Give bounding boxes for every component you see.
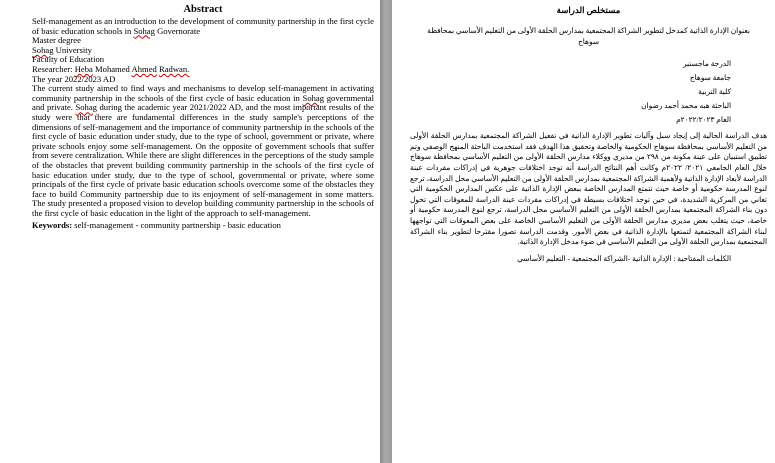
arabic-abstract-body: هدف الدراسة الحالية إلى إيجاد سبل وآليات تطوير الإدارة الذاتية في تفعيل الشراكة المجتمعية بمدارس الحلقة الأولى من التعليم الأساسي بمحافظة سوهاج الحكومية والخاصة وتحقيق هذا الهدف فقد استخدمت الباحثة المنهج الوصفي وتم تطبيق استبيان على عينة مكونة من ٢٩٨ من مديري ووكلاء مدارس الحلقة الأولى من التعليم الأساسي بمحافظة سوهاج خلال العام الجامعي ٢٠٢١/ ٢٠٢٢م وكانت أهم النتائج الدراسة أنه توجد اختلافات جوهرية في إدراكات مفردات عينة الدراسة لأبعاد الإدارة الذاتية ولأهمية الشراكة المجتمعية بمدارس الحلقة الأولى من التعليم الأساسي محل الدراسة، ترجع لنوع المدرسة حكومية أو خاصة حيث تتمتع المدارس الخاصة ببعض الإدارة الذاتية على عكس المدارس الحكومية التي تعاني من المركزية الشديدة، في حين توجد اختلافات بسيطة في إدراكات مفردات عينة الدراسة للمعوقات التي تحول دون بناء الشراكة المجتمعية بمدارس الحلقة الأولى من التعليم الأساسي محل الدراسة، ترجع لنوع المدرسة حكومية أو خاصة، حيث يتغلب بعض مديري مدارس الحلقة الأولى من التعليم الأساسي الخاصة على بعض المعوقات التي تواجهها لبناء الشراكة المجتمعية لتمتعها بالإدارة الذاتية في بعض الأمور. وقدمت الدراسة تصورا مقترحا لتطوير بناء الشراكة المجتمعية بمدارس الحلقة الأولى من التعليم الأساسي في ضوء مدخل الإدارة الذاتية. (410, 131, 768, 247)
arabic-university: جامعة سوهاج (689, 73, 731, 83)
arabic-abstract-page (392, 0, 775, 463)
text-run: Self-management as an introduction to the development of community partnership in the first cycle of basic education schools in (32, 16, 374, 36)
text-run: Faculty of Education (32, 54, 105, 65)
text-run: Governorate (154, 25, 201, 36)
english-line (32, 17, 374, 36)
text-run: Researcher: (32, 63, 75, 74)
spellcheck-word: Sohag (302, 92, 325, 103)
spellcheck-word: Radwan. (159, 63, 190, 74)
arabic-researcher: الباحثة هبه محمد أحمد رضوان (641, 101, 731, 111)
english-keywords (32, 221, 374, 231)
arabic-study-title: بعنوان الإدارة الذاتية كمدخل لتطوير الشراكة المجتمعية بمدارس الحلقة الأولى من التعليم الأساسي بمحافظة سوهاج (427, 26, 750, 46)
spellcheck-word: Sohag (75, 102, 97, 113)
page-gutter (380, 0, 392, 463)
arabic-faculty: كلية التربية (698, 87, 731, 97)
arabic-abstract-title: مستخلص الدراسة (556, 5, 621, 15)
text-run: during the academic year 2021/2022 AD, and the most important results of the study were that there are fundamental differences in the study sample's perceptions of the dimensions of self-management and the importance of community partnership in the schools of the first cycle of basic education under study, due to the type of school, government or private, where private schools enjoy some self-management. On the opposite of government schools that suffer from severe centralization. While there are slight differences in the perceptions of the study sample of the obstacles that prevent building community partnership in the schools of the first cycle of basic education under study, due to the type of school, governmental or private, where some principals of the first cycle of private basic education schools overcome some of the obstacles they face to build Community partnership due to its enjoyment of self-management in some matters. The study presented a proposed vision to develop building community partnership in the schools of the first cycle of basic education in the light of the approach to self-management. (32, 102, 374, 218)
spellcheck-word: Sohag (32, 44, 54, 55)
text-run: The current study aimed to find ways and mechanisms to develop self-management in activating community partnership in the schools of the first cycle of basic education in (32, 83, 374, 103)
text-run: Mohamed (92, 63, 132, 74)
text-run: The year 2022/2023 AD (32, 73, 116, 84)
arabic-year: العام ٢٠٢٢/٢٠٢٣م (676, 115, 731, 125)
spellcheck-word: Sohag (133, 25, 155, 36)
text-run: governmental and private. (32, 92, 374, 113)
english-abstract-text (32, 17, 374, 218)
arabic-keywords: الكلمات المفتاحية : الإدارة الذاتية -الشراكة المجتمعية - التعليم الأساسي (517, 253, 731, 263)
abstract-title: Abstract (183, 4, 223, 15)
english-line (32, 84, 374, 218)
english-abstract-page (0, 0, 380, 463)
keywords-label: Keywords: (32, 220, 73, 231)
text-run: University (53, 44, 92, 55)
arabic-meta-block (410, 57, 767, 127)
spellcheck-word: Heba (74, 63, 93, 74)
text-run: Master degree (32, 35, 81, 46)
spellcheck-word: Ahmed (131, 63, 157, 74)
arabic-degree: الدرجة ماجستير (682, 59, 731, 69)
keywords-text: self-management - community partnership - basic education (74, 220, 281, 231)
